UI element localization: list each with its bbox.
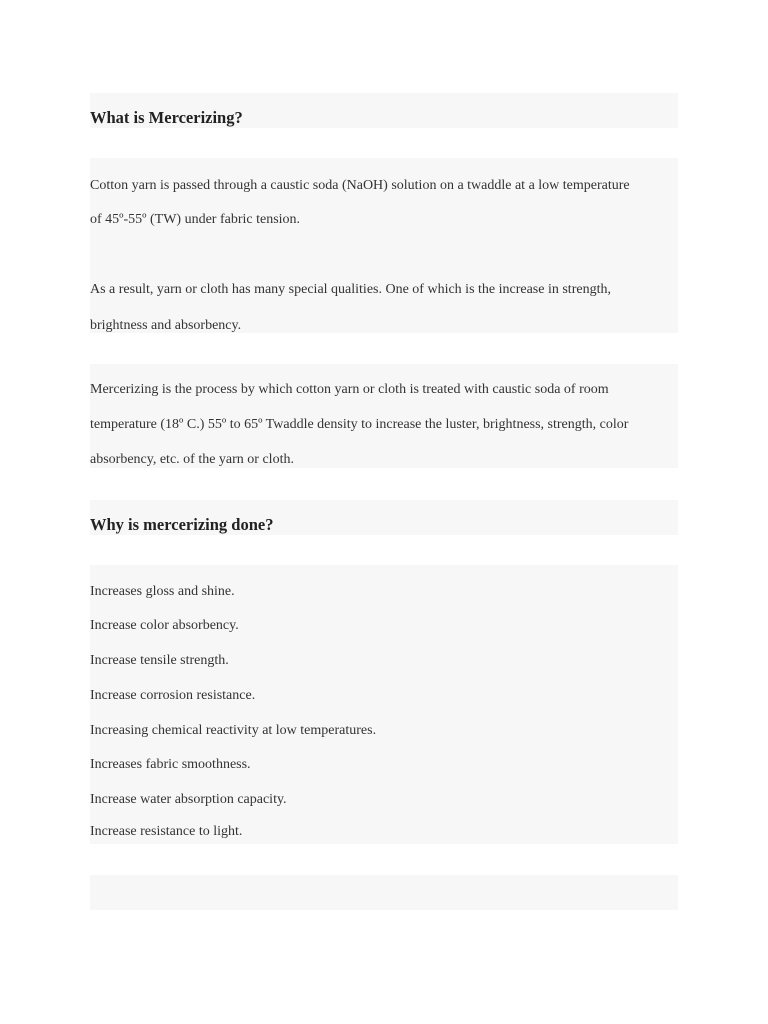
list-item: Increases gloss and shine. bbox=[90, 584, 235, 599]
list-item: Increase corrosion resistance. bbox=[90, 688, 256, 703]
empty-block bbox=[90, 875, 678, 910]
paragraph-2-line-1: As a result, yarn or cloth has many special qualities. One of which is the increase in strength, bbox=[90, 282, 611, 297]
paragraph-block-definition bbox=[90, 158, 678, 333]
list-item: Increase tensile strength. bbox=[90, 653, 229, 668]
benefits-list bbox=[90, 565, 678, 844]
list-item: Increases fabric smoothness. bbox=[90, 757, 251, 772]
heading-block-what-is-mercerizing bbox=[90, 93, 678, 128]
list-item: Increase color absorbency. bbox=[90, 618, 239, 633]
list-item: Increase resistance to light. bbox=[90, 824, 243, 839]
heading-why-mercerizing: Why is mercerizing done? bbox=[90, 515, 274, 534]
heading-what-is-mercerizing: What is Mercerizing? bbox=[90, 108, 243, 127]
list-item: Increase water absorption capacity. bbox=[90, 792, 287, 807]
paragraph-1-line-1: Cotton yarn is passed through a caustic soda (NaOH) solution on a twaddle at a low temperature bbox=[90, 178, 630, 193]
paragraph-1-line-2: of 45º-55º (TW) under fabric tension. bbox=[90, 212, 301, 227]
paragraph-3-line-2: temperature (18º C.) 55º to 65º Twaddle density to increase the luster, brightness, strength, color bbox=[90, 417, 629, 432]
paragraph-block-process bbox=[90, 364, 678, 468]
paragraph-3-line-1: Mercerizing is the process by which cotton yarn or cloth is treated with caustic soda of room bbox=[90, 382, 609, 397]
list-item: Increasing chemical reactivity at low temperatures. bbox=[90, 723, 377, 738]
paragraph-2-line-2: brightness and absorbency. bbox=[90, 318, 242, 333]
paragraph-3-line-3: absorbency, etc. of the yarn or cloth. bbox=[90, 452, 294, 467]
heading-block-why-mercerizing bbox=[90, 500, 678, 535]
